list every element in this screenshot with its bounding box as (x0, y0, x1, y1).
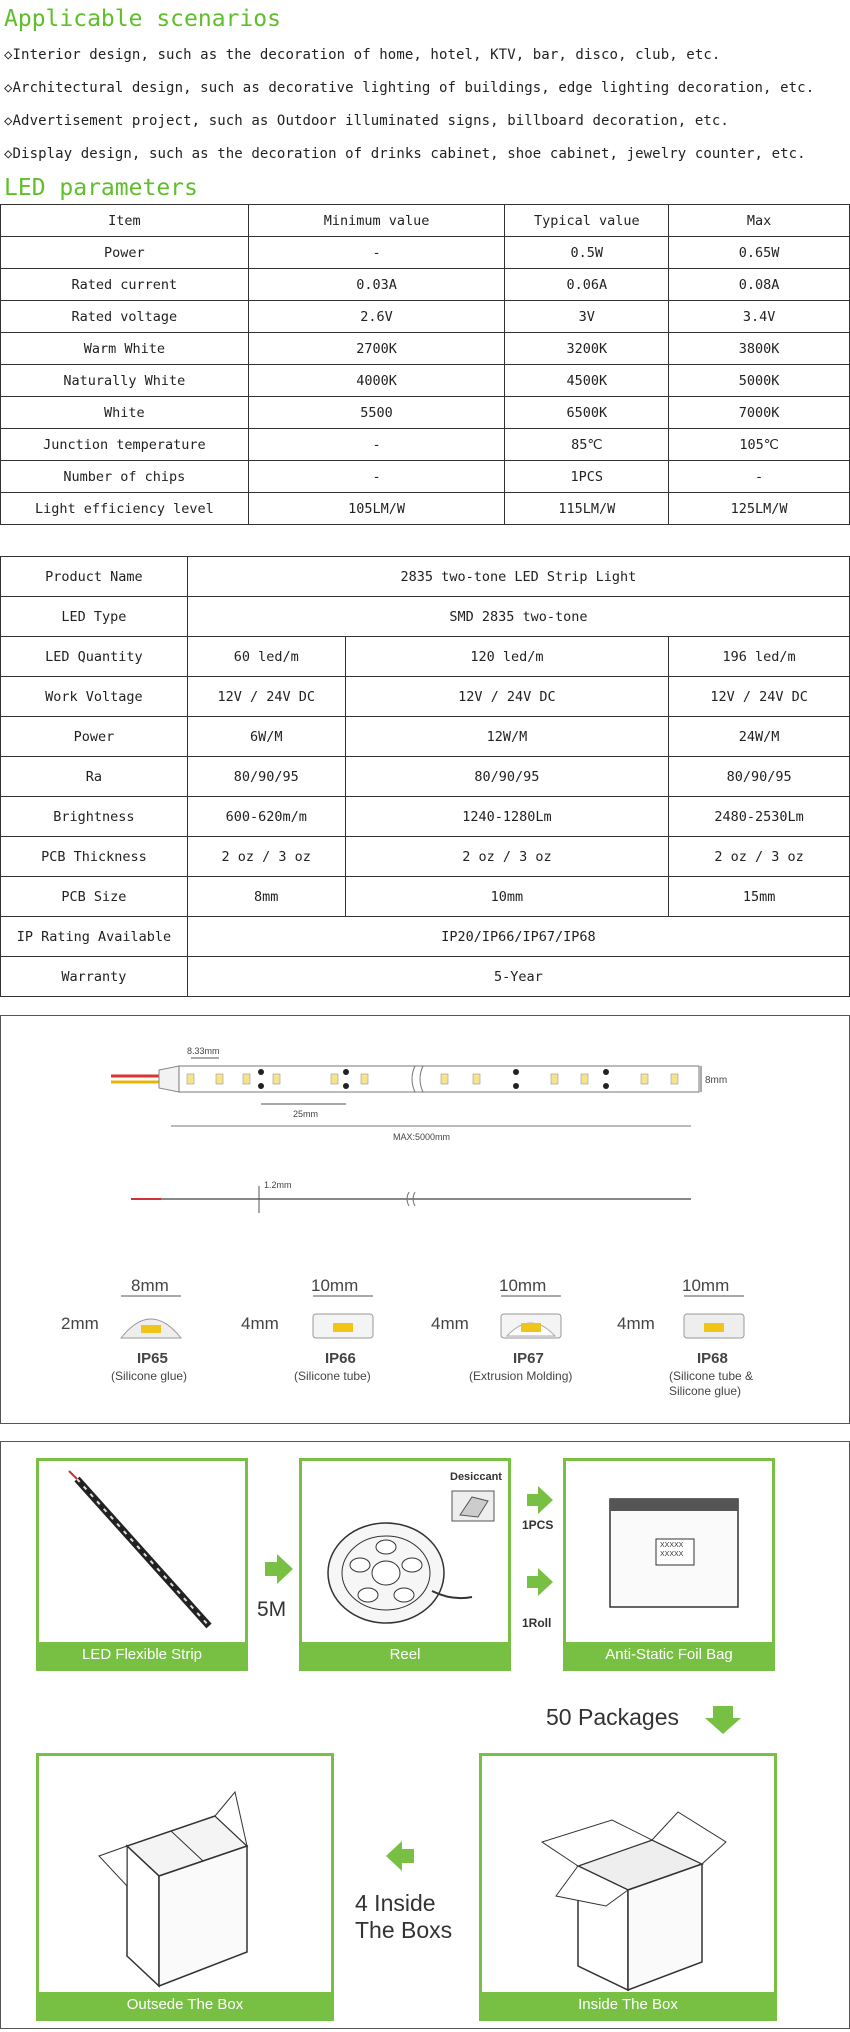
panel-label: Reel (302, 1642, 508, 1668)
table-cell: SMD 2835 two-tone (187, 597, 849, 637)
table-row (1, 837, 850, 877)
table-cell: 80/90/95 (669, 757, 850, 797)
table-row (1, 333, 850, 365)
table-cell: 7000K (669, 397, 850, 429)
table-cell: White (1, 397, 249, 429)
table-row (1, 269, 850, 301)
dimension-diagram (0, 1015, 850, 1424)
fifty-packages-label: 50 Packages (546, 1704, 679, 1730)
table-row (1, 365, 850, 397)
ip66-section (313, 1296, 373, 1338)
table-cell: Rated voltage (1, 301, 249, 333)
table-cell: 3V (505, 301, 669, 333)
ip65-name: IP65 (137, 1350, 168, 1367)
table-cell: 6W/M (187, 717, 345, 757)
scenario-item: ◇Interior design, such as the decoration of home, hotel, KTV, bar, disco, club, etc. (4, 47, 721, 63)
table-cell: 3800K (669, 333, 850, 365)
table-cell: 5-Year (187, 957, 849, 997)
arrow-right-icon (525, 1566, 555, 1598)
table-row (1, 797, 850, 837)
ip67-section (501, 1296, 561, 1338)
table-header-row (1, 205, 850, 237)
table-cell: 1240-1280Lm (345, 797, 669, 837)
table-row (1, 461, 850, 493)
product-spec-table (0, 556, 850, 997)
panel-label: LED Flexible Strip (39, 1642, 245, 1668)
table-cell: 4000K (248, 365, 505, 397)
table-row (1, 637, 850, 677)
thickness-label: 1.2mm (264, 1180, 292, 1190)
table-cell: 2835 two-tone LED Strip Light (187, 557, 849, 597)
scenario-item: ◇Advertisement project, such as Outdoor illuminated signs, billboard decoration, etc. (4, 113, 729, 129)
bag-label-line2: XXXXX (660, 1551, 684, 1558)
table-row (1, 677, 850, 717)
table-cell: 12W/M (345, 717, 669, 757)
table-cell: 120 led/m (345, 637, 669, 677)
table-cell: 2 oz / 3 oz (345, 837, 669, 877)
ip66-width: 10mm (311, 1276, 359, 1295)
table-cell: IP20/IP66/IP67/IP68 (187, 917, 849, 957)
header-cell: Item (1, 205, 249, 237)
panel-reel (299, 1458, 511, 1671)
table-cell: Work Voltage (1, 677, 188, 717)
table-cell: 0.65W (669, 237, 850, 269)
table-cell: 105℃ (669, 429, 850, 461)
ip68-height: 4mm (617, 1314, 655, 1333)
table-cell: 60 led/m (187, 637, 345, 677)
the-boxs-label: The Boxs (355, 1917, 453, 1943)
table-cell: 12V / 24V DC (187, 677, 345, 717)
ip65-width: 8mm (131, 1276, 169, 1295)
closed-box-icon (39, 1756, 331, 1992)
table-cell: Power (1, 237, 249, 269)
table-cell: 0.03A (248, 269, 505, 301)
table-cell: 115LM/W (505, 493, 669, 525)
arrow-down-icon (703, 1704, 743, 1736)
scenario-item: ◇Display design, such as the decoration of drinks cabinet, shoe cabinet, jewelry counter, etc. (4, 146, 806, 162)
table-cell: 12V / 24V DC (345, 677, 669, 717)
max-length-label: MAX:5000mm (393, 1132, 451, 1142)
table-row (1, 237, 850, 269)
table-cell: 8mm (187, 877, 345, 917)
table-cell: PCB Size (1, 877, 188, 917)
table-cell: 2.6V (248, 301, 505, 333)
ip68-section (684, 1296, 744, 1338)
table-cell: 85℃ (505, 429, 669, 461)
desiccant-label: Desiccant (450, 1471, 502, 1483)
table-cell: 125LM/W (669, 493, 850, 525)
table-cell: 5500 (248, 397, 505, 429)
table-cell: 80/90/95 (345, 757, 669, 797)
ip68-desc2: Silicone glue) (669, 1384, 742, 1398)
table-row (1, 877, 850, 917)
table-cell: Light efficiency level (1, 493, 249, 525)
table-cell: - (669, 461, 850, 493)
panel-outside-box (36, 1753, 334, 2021)
table-cell: 80/90/95 (187, 757, 345, 797)
table-cell: 0.5W (505, 237, 669, 269)
table-cell: PCB Thickness (1, 837, 188, 877)
header-cell: Typical value (505, 205, 669, 237)
scenario-item: ◇Architectural design, such as decorative lighting of buildings, edge lighting decoration, etc. (4, 80, 815, 96)
table-row (1, 597, 850, 637)
bag-label-line1: XXXXX (660, 1542, 684, 1549)
segment-label: 25mm (293, 1109, 319, 1119)
ip65-section (121, 1296, 181, 1338)
table-cell: LED Quantity (1, 637, 188, 677)
table-cell: - (248, 429, 505, 461)
panel-label: Anti-Static Foil Bag (566, 1642, 772, 1668)
one-roll-label: 1Roll (522, 1616, 552, 1630)
table-row (1, 301, 850, 333)
ip66-height: 4mm (241, 1314, 279, 1333)
strip-top-view (111, 1058, 701, 1126)
table-cell: 12V / 24V DC (669, 677, 850, 717)
table-cell: Ra (1, 757, 188, 797)
ip65-desc: (Silicone glue) (111, 1369, 188, 1383)
table-cell: - (248, 237, 505, 269)
table-cell: Warm White (1, 333, 249, 365)
panel-label: Outsede The Box (39, 1992, 331, 2018)
table-cell: 600-620m/m (187, 797, 345, 837)
led-strip-icon (39, 1461, 245, 1641)
arrow-right-icon (525, 1484, 555, 1516)
panel-led-strip (36, 1458, 248, 1671)
table-cell: 2 oz / 3 oz (669, 837, 850, 877)
arrow-left-icon (384, 1839, 416, 1873)
table-cell: 3200K (505, 333, 669, 365)
table-row (1, 493, 850, 525)
ip67-width: 10mm (499, 1276, 547, 1295)
table-cell: 6500K (505, 397, 669, 429)
led-params-table (0, 204, 850, 525)
arrow-right-icon (263, 1552, 295, 1586)
table-cell: Naturally White (1, 365, 249, 397)
table-row (1, 717, 850, 757)
table-cell: Number of chips (1, 461, 249, 493)
table-row (1, 757, 850, 797)
table-cell: Rated current (1, 269, 249, 301)
led-params-title: LED parameters (4, 175, 198, 201)
ip67-height: 4mm (431, 1314, 469, 1333)
table-row (1, 957, 850, 997)
table-cell: 0.08A (669, 269, 850, 301)
four-inside-label: 4 Inside (355, 1890, 436, 1916)
reel-icon (302, 1461, 508, 1641)
table-cell: 196 led/m (669, 637, 850, 677)
table-cell: Brightness (1, 797, 188, 837)
five-m-label: 5M (257, 1598, 287, 1621)
table-cell: LED Type (1, 597, 188, 637)
table-cell: - (248, 461, 505, 493)
packaging-diagram (0, 1441, 850, 2029)
strip-side-view (131, 1186, 691, 1213)
table-cell: 2700K (248, 333, 505, 365)
ip67-name: IP67 (513, 1350, 544, 1367)
table-cell: 0.06A (505, 269, 669, 301)
applicable-title: Applicable scenarios (4, 6, 281, 32)
ip68-name: IP68 (697, 1350, 728, 1367)
table-cell: IP Rating Available (1, 917, 188, 957)
ip68-width: 10mm (682, 1276, 730, 1295)
table-cell: 3.4V (669, 301, 850, 333)
table-row (1, 429, 850, 461)
table-row (1, 917, 850, 957)
table-cell: Warranty (1, 957, 188, 997)
pitch-label: 8.33mm (187, 1046, 220, 1056)
table-cell: 5000K (669, 365, 850, 397)
table-cell: 2480-2530Lm (669, 797, 850, 837)
table-cell: 1PCS (505, 461, 669, 493)
ip66-desc: (Silicone tube) (294, 1369, 371, 1383)
one-pcs-label: 1PCS (522, 1518, 554, 1532)
table-cell: 10mm (345, 877, 669, 917)
ip66-name: IP66 (325, 1350, 356, 1367)
panel-foil-bag (563, 1458, 775, 1671)
table-row (1, 397, 850, 429)
table-cell: 4500K (505, 365, 669, 397)
table-cell: Product Name (1, 557, 188, 597)
table-cell: 24W/M (669, 717, 850, 757)
table-cell: 105LM/W (248, 493, 505, 525)
ip68-desc: (Silicone tube & (669, 1369, 754, 1383)
table-cell: Power (1, 717, 188, 757)
table-cell: 15mm (669, 877, 850, 917)
ip65-height: 2mm (61, 1314, 99, 1333)
ip67-desc: (Extrusion Molding) (469, 1369, 573, 1383)
header-cell: Minimum value (248, 205, 505, 237)
table-cell: Junction temperature (1, 429, 249, 461)
panel-label: Inside The Box (482, 1992, 774, 2018)
panel-inside-box (479, 1753, 777, 2021)
table-row (1, 557, 850, 597)
table-cell: 2 oz / 3 oz (187, 837, 345, 877)
header-cell: Max (669, 205, 850, 237)
width-label: 8mm (705, 1075, 728, 1086)
open-box-icon (482, 1756, 774, 1992)
